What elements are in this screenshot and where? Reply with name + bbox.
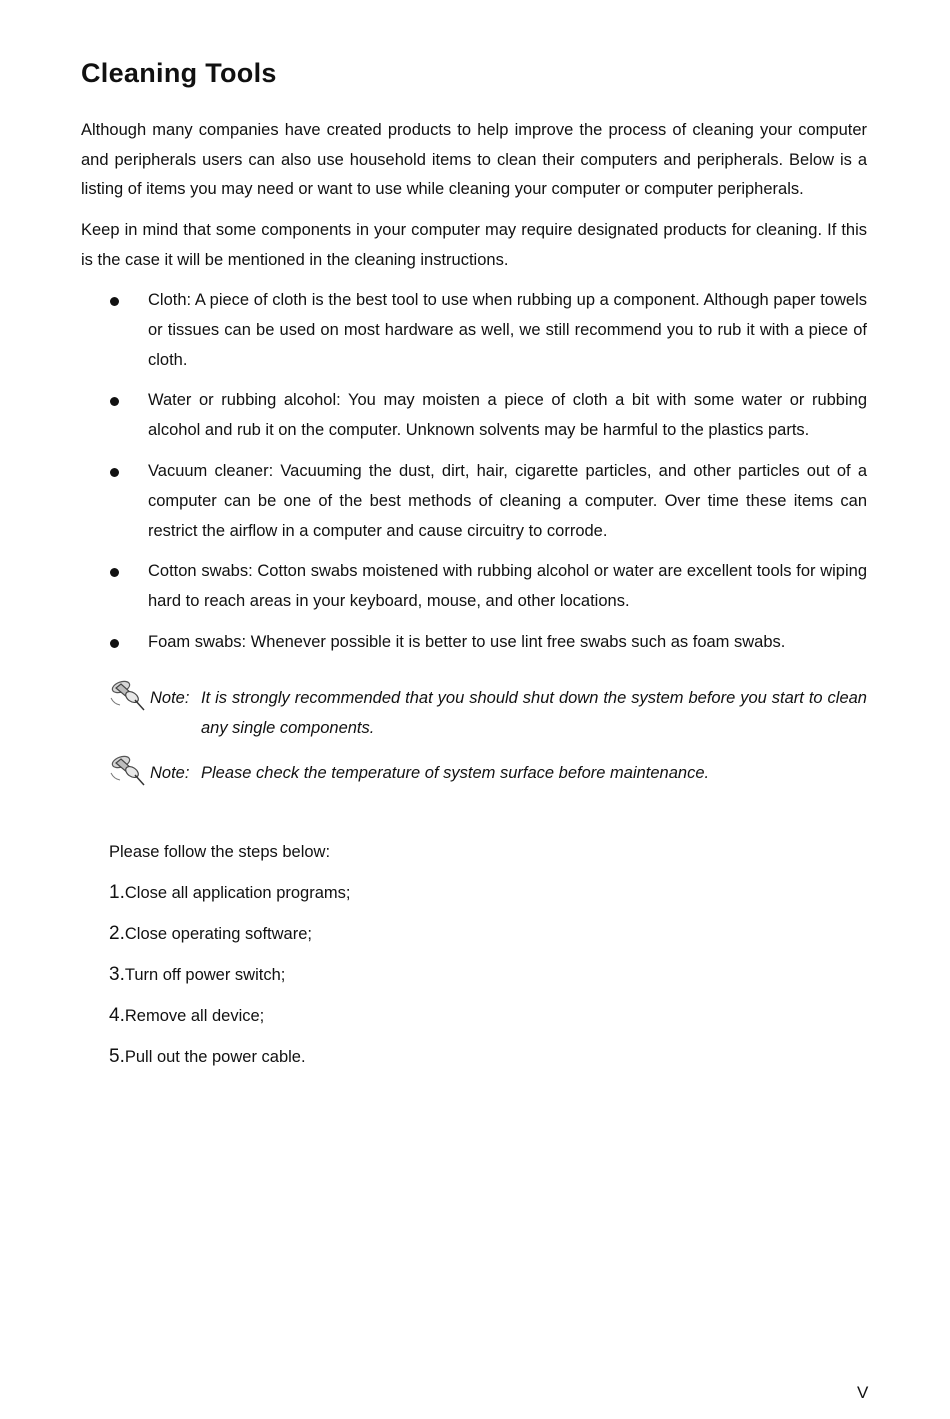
step-item bbox=[109, 964, 350, 1005]
step-number: 5. bbox=[109, 1046, 125, 1067]
list-item bbox=[81, 286, 867, 375]
list-item-text: Vacuum cleaner: Vacuuming the dust, dirt, hair, cigarette particles, and other particles out of a computer can be one of the best methods of cleaning a computer. Over time these items can restrict the airflow in a computer and cause circuitry to corrode. bbox=[148, 461, 867, 540]
step-number: 3. bbox=[109, 964, 125, 985]
page-number: V bbox=[857, 1383, 869, 1402]
note-text: Please check the temperature of system surface before maintenance. bbox=[201, 764, 710, 782]
list-item bbox=[81, 386, 867, 446]
page-title: Cleaning Tools bbox=[81, 58, 277, 88]
bullet-icon bbox=[110, 639, 119, 648]
step-number: 1. bbox=[109, 882, 125, 903]
list-item bbox=[81, 628, 867, 658]
step-number: 2. bbox=[109, 923, 125, 944]
cleaning-tools-list bbox=[81, 286, 867, 658]
list-item bbox=[81, 457, 867, 546]
step-number: 4. bbox=[109, 1005, 125, 1026]
step-text: Remove all device; bbox=[124, 1007, 265, 1025]
bullet-icon bbox=[110, 397, 119, 406]
step-text: Turn off power switch; bbox=[124, 966, 286, 984]
list-item-text: Water or rubbing alcohol: You may moisten a piece of cloth a bit with some water or rubbing alcohol and rub it on the computer. Unknown solvents may be harmful to the plastics parts. bbox=[148, 391, 867, 440]
steps-list bbox=[109, 882, 350, 1087]
pushpin-icon bbox=[108, 678, 146, 712]
step-item bbox=[109, 1005, 350, 1046]
step-item bbox=[109, 923, 350, 964]
list-item bbox=[81, 557, 867, 617]
note-label: Note: bbox=[150, 689, 190, 707]
step-text: Close operating software; bbox=[124, 925, 312, 943]
bullet-icon bbox=[110, 468, 119, 477]
step-item bbox=[109, 882, 350, 923]
bullet-icon bbox=[110, 297, 119, 306]
note-text: It is strongly recommended that you should shut down the system before you start to clean any single components. bbox=[201, 689, 867, 737]
step-item bbox=[109, 1046, 350, 1087]
list-item-text: Foam swabs: Whenever possible it is better to use lint free swabs such as foam swabs. bbox=[148, 632, 786, 651]
steps-intro: Please follow the steps below: bbox=[109, 843, 331, 861]
step-text: Close all application programs; bbox=[124, 884, 351, 902]
pushpin-icon bbox=[108, 753, 146, 787]
bullet-icon bbox=[110, 568, 119, 577]
intro-paragraph: Keep in mind that some components in your computer may require designated products for cleaning. If this is the case it will be mentioned in the cleaning instructions. bbox=[81, 221, 867, 269]
intro-paragraph: Although many companies have created products to help improve the process of cleaning your computer and peripherals users can also use household items to clean their computers and peripherals. Below is a listing of items you may need or want to use while cleaning your computer or computer peripherals. bbox=[81, 121, 867, 199]
list-item-text: Cotton swabs: Cotton swabs moistened with rubbing alcohol or water are excellent tools for wiping hard to reach areas in your keyboard, mouse, and other locations. bbox=[148, 562, 867, 611]
step-text: Pull out the power cable. bbox=[124, 1048, 306, 1066]
note-label: Note: bbox=[150, 764, 190, 782]
list-item-text: Cloth: A piece of cloth is the best tool to use when rubbing up a component. Although paper towels or tissues can be used on most hardware as well, we still recommend you to rub it with a piece of cloth. bbox=[148, 291, 867, 369]
